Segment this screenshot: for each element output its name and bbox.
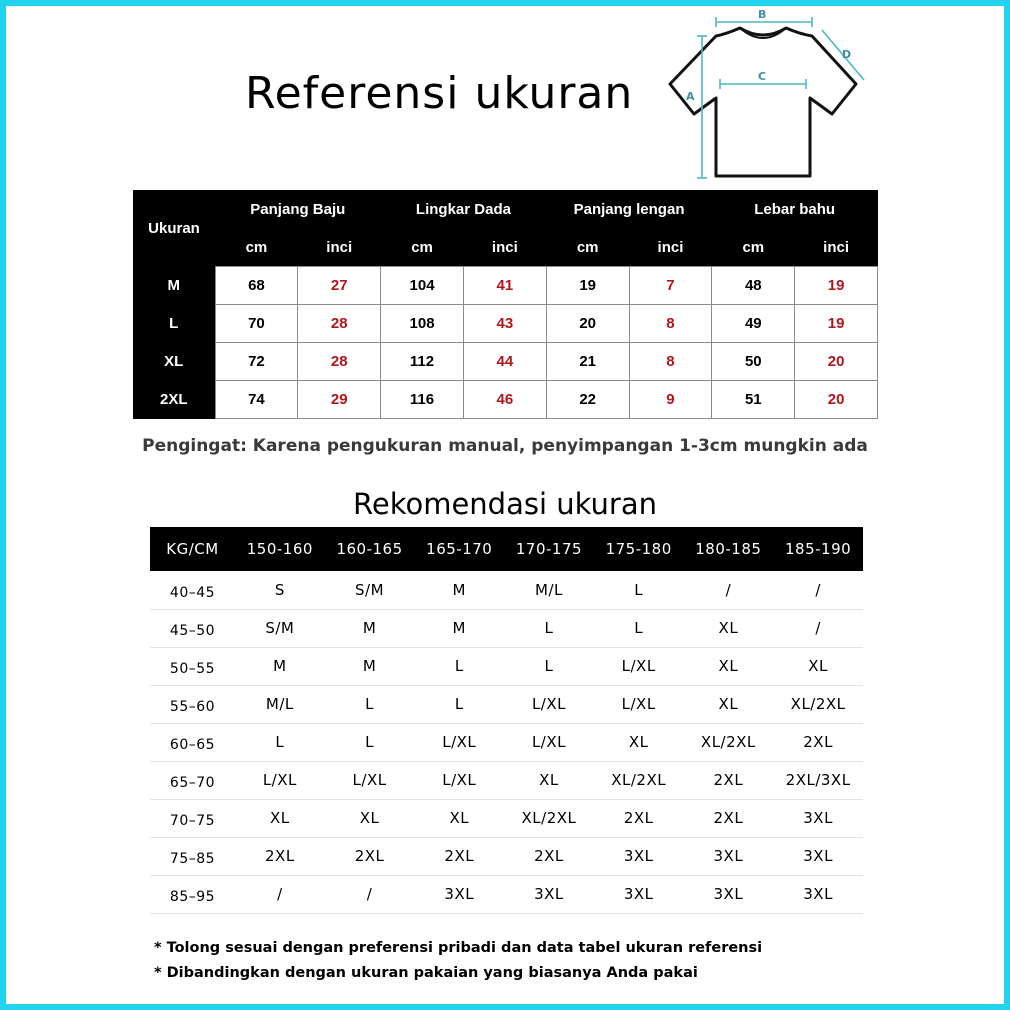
kg-cm-header: KG/CM	[150, 527, 235, 571]
recommended-size: L/XL	[504, 723, 594, 761]
size-row	[133, 305, 878, 343]
cm-value: 74	[215, 381, 298, 419]
recommended-size: S	[235, 571, 325, 609]
recommended-size: 2XL	[773, 723, 863, 761]
inch-value: 46	[463, 381, 546, 419]
cm-value: 49	[712, 305, 795, 343]
recommended-size: 2XL	[414, 837, 504, 875]
unit-header: cm	[381, 228, 464, 267]
recommended-size: M/L	[235, 685, 325, 723]
footnotes	[154, 936, 762, 986]
group-header: Panjang lengan	[546, 190, 712, 228]
recommended-size: 3XL	[504, 875, 594, 913]
weight-range: 45–50	[150, 609, 235, 647]
size-label: L	[133, 305, 215, 343]
weight-range: 70–75	[150, 799, 235, 837]
size-row	[133, 343, 878, 381]
recommended-size: L	[504, 609, 594, 647]
recommended-size: M/L	[504, 571, 594, 609]
tshirt-outline	[670, 28, 856, 176]
recommended-size: 2XL	[235, 837, 325, 875]
unit-header: inci	[629, 228, 712, 267]
recommended-size: L	[325, 685, 415, 723]
recommended-size: M	[325, 647, 415, 685]
inch-value: 19	[795, 305, 878, 343]
cm-value: 51	[712, 381, 795, 419]
recommend-title: Rekomendasi ukuran	[353, 487, 657, 521]
label-b: B	[758, 8, 767, 21]
inch-value: 44	[463, 343, 546, 381]
recommended-size: L	[594, 571, 684, 609]
recommend-row	[150, 609, 863, 647]
inch-value: 7	[629, 267, 712, 305]
recommended-size: L/XL	[594, 685, 684, 723]
size-label: XL	[133, 343, 215, 381]
recommended-size: XL/2XL	[504, 799, 594, 837]
size-column-header: Ukuran	[133, 190, 215, 267]
recommended-size: 3XL	[773, 875, 863, 913]
size-label: M	[133, 267, 215, 305]
recommended-size: XL	[414, 799, 504, 837]
recommended-size: /	[235, 875, 325, 913]
recommended-size: XL	[594, 723, 684, 761]
inch-value: 20	[795, 343, 878, 381]
measurement-reminder: Pengingat: Karena pengukuran manual, penyimpangan 1-3cm mungkin ada	[142, 436, 868, 456]
recommended-size: XL	[773, 647, 863, 685]
size-row	[133, 267, 878, 305]
unit-header: cm	[546, 228, 629, 267]
group-header: Panjang Baju	[215, 190, 381, 228]
inch-value: 28	[298, 305, 381, 343]
unit-header: cm	[712, 228, 795, 267]
recommend-row	[150, 875, 863, 913]
inch-value: 41	[463, 267, 546, 305]
cm-value: 108	[381, 305, 464, 343]
size-reference-table	[133, 190, 878, 419]
recommend-row	[150, 837, 863, 875]
inch-value: 9	[629, 381, 712, 419]
recommended-size: /	[773, 609, 863, 647]
recommended-size: L	[414, 685, 504, 723]
recommended-size: XL	[504, 761, 594, 799]
cm-value: 68	[215, 267, 298, 305]
recommend-row	[150, 571, 863, 609]
recommend-row	[150, 685, 863, 723]
recommended-size: 2XL	[325, 837, 415, 875]
recommend-row	[150, 761, 863, 799]
recommended-size: L	[325, 723, 415, 761]
label-d: D	[842, 48, 852, 61]
recommended-size: XL/2XL	[594, 761, 684, 799]
cm-value: 48	[712, 267, 795, 305]
size-label: 2XL	[133, 381, 215, 419]
inch-value: 20	[795, 381, 878, 419]
group-header: Lebar bahu	[712, 190, 878, 228]
height-header: 165-170	[414, 527, 504, 571]
recommended-size: /	[325, 875, 415, 913]
label-c: C	[758, 70, 767, 83]
recommended-size: 3XL	[773, 837, 863, 875]
recommend-row	[150, 723, 863, 761]
height-header: 160-165	[325, 527, 415, 571]
inch-value: 8	[629, 305, 712, 343]
recommended-size: 3XL	[594, 837, 684, 875]
recommended-size: L/XL	[235, 761, 325, 799]
recommended-size: L/XL	[594, 647, 684, 685]
recommended-size: L	[235, 723, 325, 761]
height-header: 175-180	[594, 527, 684, 571]
weight-range: 85–95	[150, 875, 235, 913]
height-header: 185-190	[773, 527, 863, 571]
recommended-size: XL	[235, 799, 325, 837]
weight-range: 55–60	[150, 685, 235, 723]
recommended-size: 2XL	[504, 837, 594, 875]
height-header: 170-175	[504, 527, 594, 571]
page-title: Referensi ukuran	[245, 68, 634, 119]
cm-value: 19	[546, 267, 629, 305]
recommended-size: L	[504, 647, 594, 685]
recommended-size: 2XL	[684, 799, 774, 837]
recommended-size: XL	[325, 799, 415, 837]
recommended-size: L/XL	[504, 685, 594, 723]
unit-header: inci	[298, 228, 381, 267]
unit-header: cm	[215, 228, 298, 267]
inch-value: 8	[629, 343, 712, 381]
recommended-size: M	[325, 609, 415, 647]
cm-value: 22	[546, 381, 629, 419]
cm-value: 20	[546, 305, 629, 343]
recommended-size: 3XL	[773, 799, 863, 837]
recommended-size: 2XL	[684, 761, 774, 799]
recommended-size: L	[414, 647, 504, 685]
tshirt-measurement-diagram	[660, 6, 870, 181]
weight-range: 60–65	[150, 723, 235, 761]
footnote: * Tolong sesuai dengan preferensi pribadi dan data tabel ukuran referensi	[154, 940, 763, 956]
height-header: 180-185	[684, 527, 774, 571]
unit-header: inci	[795, 228, 878, 267]
recommended-size: L	[594, 609, 684, 647]
group-header: Lingkar Dada	[381, 190, 547, 228]
weight-range: 50–55	[150, 647, 235, 685]
size-row	[133, 381, 878, 419]
recommended-size: 3XL	[684, 837, 774, 875]
unit-header: inci	[463, 228, 546, 267]
recommended-size: /	[684, 571, 774, 609]
cm-value: 72	[215, 343, 298, 381]
recommend-row	[150, 647, 863, 685]
recommended-size: 3XL	[684, 875, 774, 913]
cm-value: 50	[712, 343, 795, 381]
cm-value: 21	[546, 343, 629, 381]
inch-value: 28	[298, 343, 381, 381]
height-header: 150-160	[235, 527, 325, 571]
footnote: * Dibandingkan dengan ukuran pakaian yang biasanya Anda pakai	[154, 965, 698, 981]
weight-range: 40–45	[150, 571, 235, 609]
recommended-size: L/XL	[414, 761, 504, 799]
label-a: A	[686, 90, 695, 103]
recommended-size: XL	[684, 609, 774, 647]
recommended-size: 3XL	[594, 875, 684, 913]
weight-range: 75–85	[150, 837, 235, 875]
recommend-row	[150, 799, 863, 837]
recommended-size: M	[414, 609, 504, 647]
recommended-size: 2XL	[594, 799, 684, 837]
recommended-size: M	[235, 647, 325, 685]
recommended-size: XL/2XL	[773, 685, 863, 723]
inch-value: 43	[463, 305, 546, 343]
cm-value: 70	[215, 305, 298, 343]
size-recommendation-table	[150, 527, 863, 914]
inch-value: 27	[298, 267, 381, 305]
weight-range: 65–70	[150, 761, 235, 799]
recommended-size: M	[414, 571, 504, 609]
inch-value: 29	[298, 381, 381, 419]
recommended-size: 3XL	[414, 875, 504, 913]
recommended-size: S/M	[235, 609, 325, 647]
recommended-size: L/XL	[325, 761, 415, 799]
recommended-size: XL/2XL	[684, 723, 774, 761]
inch-value: 19	[795, 267, 878, 305]
recommended-size: 2XL/3XL	[773, 761, 863, 799]
recommended-size: /	[773, 571, 863, 609]
recommended-size: S/M	[325, 571, 415, 609]
recommended-size: XL	[684, 685, 774, 723]
cm-value: 116	[381, 381, 464, 419]
recommended-size: XL	[684, 647, 774, 685]
cm-value: 112	[381, 343, 464, 381]
cm-value: 104	[381, 267, 464, 305]
recommended-size: L/XL	[414, 723, 504, 761]
